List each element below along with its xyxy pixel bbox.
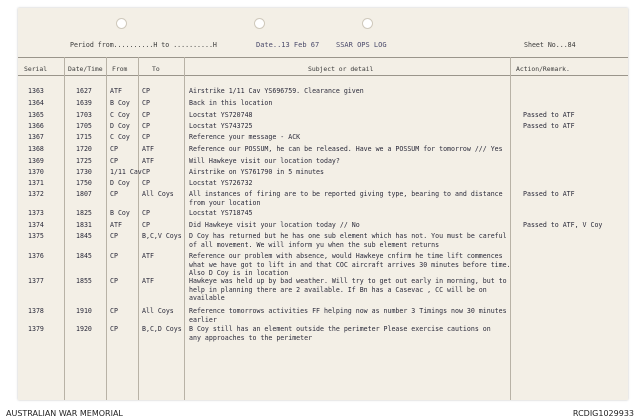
datetime-cell: 1831 — [76, 221, 92, 229]
header-bottom-rule — [18, 75, 628, 76]
subject-cell: All instances of firing are to be reported giving type, bearing to and distance from your location — [189, 190, 503, 207]
subject-cell: Reference tomorrows activities FF helping now as number 3 Timings now 30 minutes earlier — [189, 307, 507, 324]
subject-cell: Locstat YS743725 — [189, 122, 253, 130]
from-cell: C Coy — [110, 111, 130, 119]
punch-hole — [254, 18, 265, 29]
to-cell: All Coys — [142, 190, 174, 198]
serial-cell: 1371 — [28, 179, 44, 187]
to-cell: CP — [142, 209, 150, 217]
subject-cell: Locstat YS726732 — [189, 179, 253, 187]
column-divider — [510, 57, 511, 400]
action-cell: Passed to ATF — [523, 122, 575, 130]
datetime-cell: 1910 — [76, 307, 92, 315]
datetime-cell: 1750 — [76, 179, 92, 187]
column-header-action: Action/Remark. — [516, 65, 570, 73]
subject-cell: D Coy has returned but he has one sub element which has not. You must be careful of all movement. We will inform yu when the sub element returns — [189, 232, 507, 249]
serial-cell: 1372 — [28, 190, 44, 198]
from-cell: CP — [110, 277, 118, 285]
to-cell: All Coys — [142, 307, 174, 315]
serial-cell: 1373 — [28, 209, 44, 217]
sheet-number: Sheet No...84 — [524, 41, 576, 49]
action-cell: Passed to ATF — [523, 111, 575, 119]
datetime-cell: 1639 — [76, 99, 92, 107]
log-sheet — [18, 8, 628, 400]
serial-cell: 1363 — [28, 87, 44, 95]
from-cell: CP — [110, 325, 118, 333]
serial-cell: 1375 — [28, 232, 44, 240]
column-divider — [64, 57, 65, 400]
punch-hole — [116, 18, 127, 29]
from-cell: ATF — [110, 87, 122, 95]
subject-cell: B Coy still has an element outside the perimeter Please exercise cautions on any approaches to the perimeter — [189, 325, 491, 342]
subject-cell: Locstat YS720748 — [189, 111, 253, 119]
column-divider — [138, 57, 139, 400]
serial-cell: 1374 — [28, 221, 44, 229]
from-cell: CP — [110, 232, 118, 240]
datetime-cell: 1825 — [76, 209, 92, 217]
to-cell: ATF — [142, 277, 154, 285]
subject-cell: Will Hawkeye visit our location today? — [189, 157, 340, 165]
datetime-cell: 1807 — [76, 190, 92, 198]
serial-cell: 1379 — [28, 325, 44, 333]
from-cell: CP — [110, 157, 118, 165]
from-cell: B Coy — [110, 99, 130, 107]
to-cell: CP — [142, 122, 150, 130]
to-cell: CP — [142, 221, 150, 229]
serial-cell: 1367 — [28, 133, 44, 141]
from-cell: B Coy — [110, 209, 130, 217]
column-divider — [106, 57, 107, 400]
subject-cell: Reference our POSSUM, he can be released. Have we a POSSUM for tomorrow /// Yes — [189, 145, 503, 153]
subject-cell: Airstrike 1/11 Cav YS696759. Clearance given — [189, 87, 364, 95]
to-cell: ATF — [142, 145, 154, 153]
datetime-cell: 1703 — [76, 111, 92, 119]
from-cell: CP — [110, 190, 118, 198]
datetime-cell: 1855 — [76, 277, 92, 285]
from-cell: C Coy — [110, 133, 130, 141]
date-field: Date..13 Feb 67 — [256, 41, 320, 49]
serial-cell: 1377 — [28, 277, 44, 285]
from-cell: CP — [110, 307, 118, 315]
from-cell: ATF — [110, 221, 122, 229]
from-cell: D Coy — [110, 122, 130, 130]
datetime-cell: 1627 — [76, 87, 92, 95]
archive-reference: RCDIG1029933 — [572, 409, 634, 418]
serial-cell: 1368 — [28, 145, 44, 153]
action-cell: Passed to ATF, V Coy — [523, 221, 603, 229]
serial-cell: 1376 — [28, 252, 44, 260]
datetime-cell: 1720 — [76, 145, 92, 153]
period-field: Period from..........H to ..........H — [70, 41, 217, 49]
to-cell: B,C,D Coys — [142, 325, 182, 333]
to-cell: CP — [142, 179, 150, 187]
datetime-cell: 1725 — [76, 157, 92, 165]
header-top-rule — [18, 57, 628, 58]
log-title: SSAR OPS LOG — [336, 41, 387, 49]
from-cell: 1/11 Cav — [110, 168, 142, 176]
datetime-cell: 1845 — [76, 232, 92, 240]
column-header-subject: Subject or detail — [308, 65, 374, 73]
column-header-from: From — [112, 65, 128, 73]
serial-cell: 1366 — [28, 122, 44, 130]
archive-credit: AUSTRALIAN WAR MEMORIAL — [6, 409, 123, 418]
serial-cell: 1365 — [28, 111, 44, 119]
datetime-cell: 1705 — [76, 122, 92, 130]
to-cell: CP — [142, 87, 150, 95]
column-header-datetime: Date/Time — [68, 65, 103, 73]
datetime-cell: 1845 — [76, 252, 92, 260]
column-header-to: To — [152, 65, 160, 73]
to-cell: ATF — [142, 157, 154, 165]
datetime-cell: 1920 — [76, 325, 92, 333]
subject-cell: Did Hawkeye visit your location today // No — [189, 221, 360, 229]
subject-cell: Hawkeye was held up by bad weather. Will try to get out early in morning, but to help in planning there are 2 available. If Bn has a Casevac , CC will be on available — [189, 277, 507, 303]
punch-hole — [362, 18, 373, 29]
to-cell: CP — [142, 168, 150, 176]
to-cell: B,C,V Coys — [142, 232, 182, 240]
to-cell: ATF — [142, 252, 154, 260]
serial-cell: 1369 — [28, 157, 44, 165]
serial-cell: 1364 — [28, 99, 44, 107]
from-cell: CP — [110, 252, 118, 260]
action-cell: Passed to ATF — [523, 190, 575, 198]
to-cell: CP — [142, 133, 150, 141]
datetime-cell: 1730 — [76, 168, 92, 176]
subject-cell: Reference our problem with absence, would Hawkeye cnfirm he time lift commences what we have got to lift in and that COC aircraft arrives 30 minutes before time. Also D Coy is in location — [189, 252, 511, 278]
from-cell: CP — [110, 145, 118, 153]
serial-cell: 1378 — [28, 307, 44, 315]
subject-cell: Locstat YS718745 — [189, 209, 253, 217]
column-header-serial: Serial — [24, 65, 48, 73]
subject-cell: Airstrike on YS761790 in 5 minutes — [189, 168, 324, 176]
serial-cell: 1370 — [28, 168, 44, 176]
from-cell: D Coy — [110, 179, 130, 187]
subject-cell: Reference your message - ACK — [189, 133, 301, 141]
to-cell: CP — [142, 111, 150, 119]
subject-cell: Back in this location — [189, 99, 273, 107]
datetime-cell: 1715 — [76, 133, 92, 141]
column-divider — [184, 57, 185, 400]
to-cell: CP — [142, 99, 150, 107]
